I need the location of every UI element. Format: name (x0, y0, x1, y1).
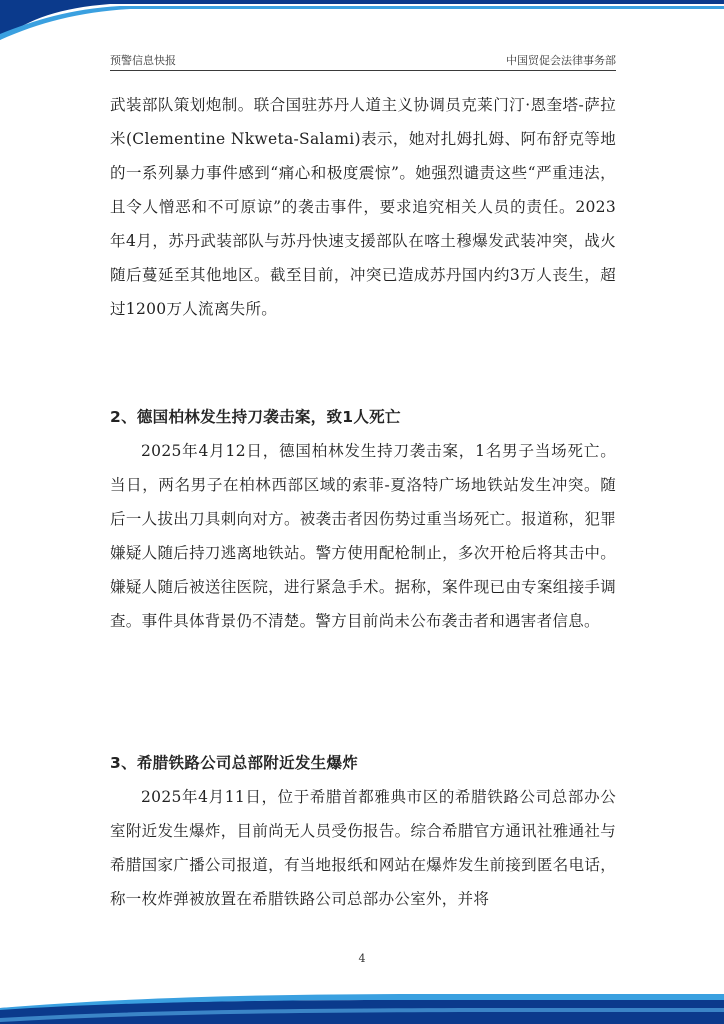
header-rule (110, 70, 616, 71)
document-body (110, 88, 616, 916)
page-header (110, 50, 616, 70)
intro-paragraph: 武装部队策划炮制。联合国驻苏丹人道主义协调员克莱门汀·恩奎塔-萨拉米(Clementine Nkweta-Salami)表示，她对扎姆扎姆、阿布舒克等地的一系列暴力事件感到“痛心和极度震惊”。她强烈谴责这些“严重违法，且令人憎恶和不可原谅”的袭击事件，要求追究相关人员的责任。2023年4月，苏丹武装部队与苏丹快速支援部队在喀土穆爆发武装冲突，战火随后蔓延至其他地区。截至目前，冲突已造成苏丹国内约3万人丧生，超过1200万人流离失所。 (110, 96, 616, 318)
section-2-paragraph: 2025年4月12日，德国柏林发生持刀袭击案，1名男子当场死亡。当日，两名男子在柏林西部区域的索菲-夏洛特广场地铁站发生冲突。随后一人拔出刀具刺向对方。被袭击者因伤势过重当场死亡。报道称，犯罪嫌疑人随后持刀逃离地铁站。警方使用配枪制止，多次开枪后将其击中。嫌疑人随后被送往医院，进行紧急手术。据称，案件现已由专案组接手调查。事件具体背景仍不清楚。警方目前尚未公布袭击者和遇害者信息。 (110, 442, 616, 630)
top-wave-decoration (0, 0, 724, 40)
section-2-heading: 2、德国柏林发生持刀袭击案，致1人死亡 (110, 408, 401, 426)
page-number: 4 (358, 952, 366, 965)
bottom-wave-decoration (0, 988, 724, 1024)
header-right-title: 中国贸促会法律事务部 (506, 54, 616, 67)
section-3-heading: 3、希腊铁路公司总部附近发生爆炸 (110, 754, 359, 772)
section-3-paragraph: 2025年4月11日，位于希腊首都雅典市区的希腊铁路公司总部办公室附近发生爆炸，目前尚无人员受伤报告。综合希腊官方通讯社雅通社与希腊国家广播公司报道，有当地报纸和网站在爆炸发生前接到匿名电话，称一枚炸弹被放置在希腊铁路公司总部办公室外，并将 (110, 788, 616, 908)
header-left-title: 预警信息快报 (110, 54, 176, 67)
